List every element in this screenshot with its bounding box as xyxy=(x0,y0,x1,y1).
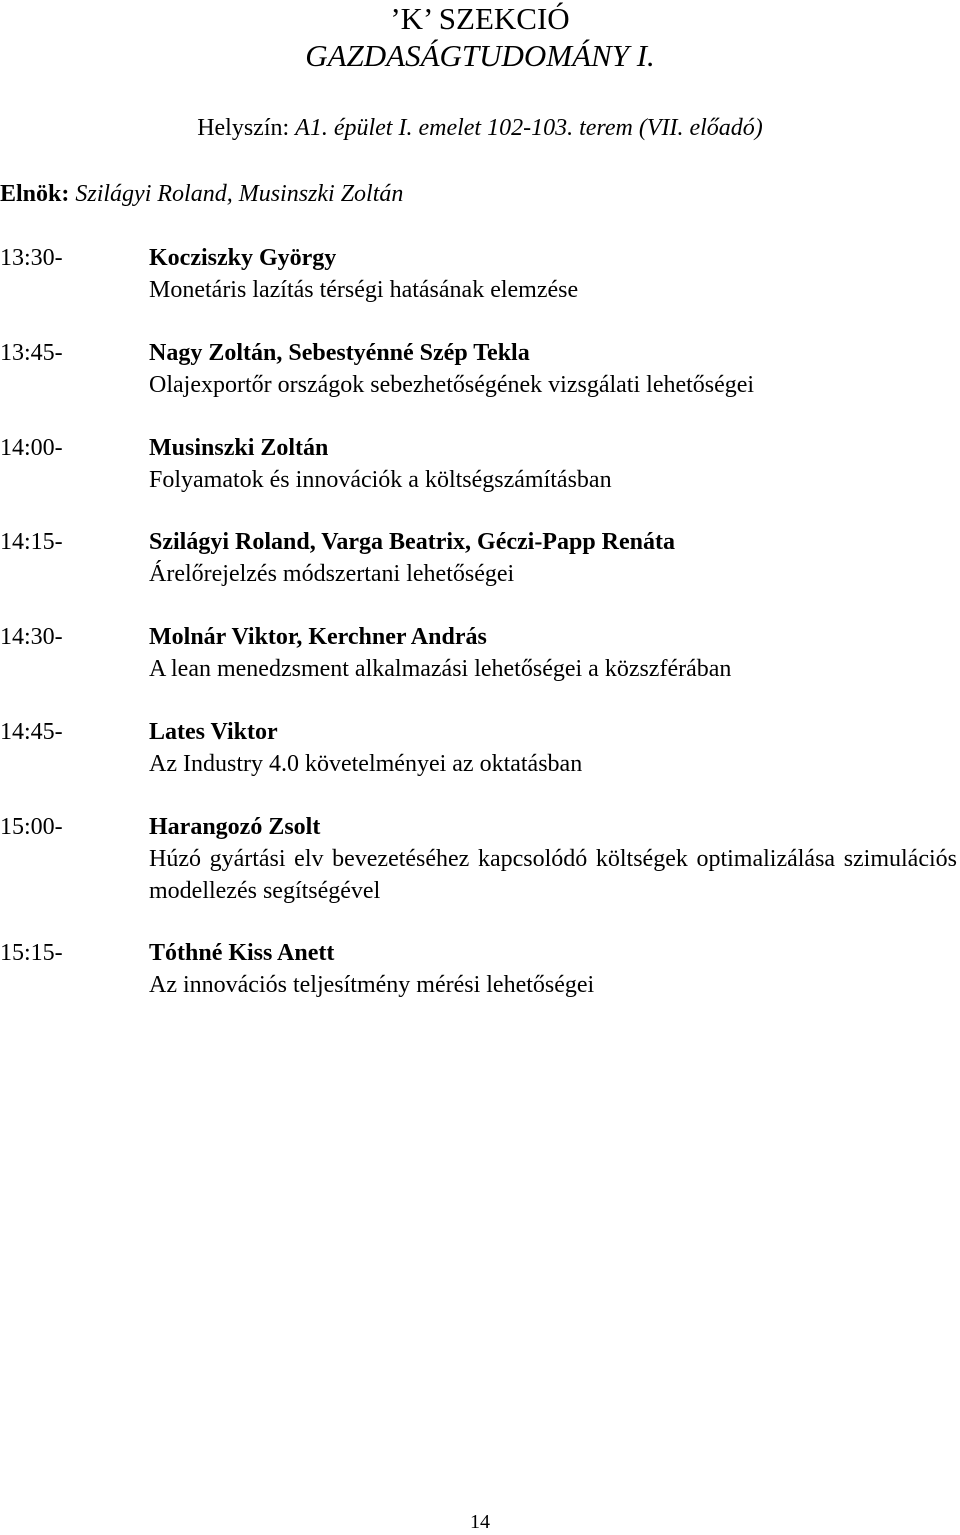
slot-title: A lean menedzsment alkalmazási lehetőségei a közszférában xyxy=(149,656,732,682)
chair-label: Elnök: xyxy=(0,181,76,207)
slot-speakers: Lates Viktor xyxy=(149,719,278,745)
venue-line xyxy=(0,113,960,143)
slot-title: Olajexportőr országok sebezhetőségének vizsgálati lehetőségei xyxy=(149,372,755,398)
slot-title: Folyamatok és innovációk a költségszámításban xyxy=(149,467,612,493)
slot-time: 15:15- xyxy=(0,940,63,966)
slot-speakers: Nagy Zoltán, Sebestyénné Szép Tekla xyxy=(149,340,530,366)
slot-speakers: Molnár Viktor, Kerchner András xyxy=(149,624,487,650)
slot-title: Az Industry 4.0 követelményei az oktatásban xyxy=(149,751,583,777)
slot-speakers: Musinszki Zoltán xyxy=(149,435,329,461)
slot-time: 14:00- xyxy=(0,435,63,461)
section-title: ’K’ SZEKCIÓ xyxy=(390,1,570,36)
slot-speakers: Kocziszky György xyxy=(149,245,337,271)
slot-title: Húzó gyártási elv bevezetéséhez kapcsolódó költségek optimalizálása szimulációs modellezés segítségével xyxy=(149,846,957,904)
slot-time: 13:30- xyxy=(0,245,63,271)
slot-title: Monetáris lazítás térségi hatásának elemzése xyxy=(149,277,579,303)
venue-location: A1. épület I. emelet 102-103. terem (VII. előadó) xyxy=(295,115,763,141)
slot-title: Az innovációs teljesítmény mérési lehetőségei xyxy=(149,972,595,998)
slot-speakers: Harangozó Zsolt xyxy=(149,814,321,840)
chair-names: Szilágyi Roland, Musinszki Zoltán xyxy=(75,181,404,207)
section-subtitle: GAZDASÁGTUDOMÁNY I. xyxy=(305,38,655,73)
slot-time: 14:45- xyxy=(0,719,63,745)
slot-title: Árelőrejelzés módszertani lehetőségei xyxy=(149,561,515,587)
slot-time: 13:45- xyxy=(0,340,63,366)
slot-time: 14:15- xyxy=(0,529,63,555)
slot-time: 15:00- xyxy=(0,814,63,840)
slot-time: 14:30- xyxy=(0,624,63,650)
page-number: 14 xyxy=(470,1511,490,1533)
slot-speakers: Tóthné Kiss Anett xyxy=(149,940,335,966)
venue-label: Helyszín: xyxy=(197,115,296,141)
chair-line xyxy=(0,179,403,209)
slot-speakers: Szilágyi Roland, Varga Beatrix, Géczi-Papp Renáta xyxy=(149,529,675,555)
